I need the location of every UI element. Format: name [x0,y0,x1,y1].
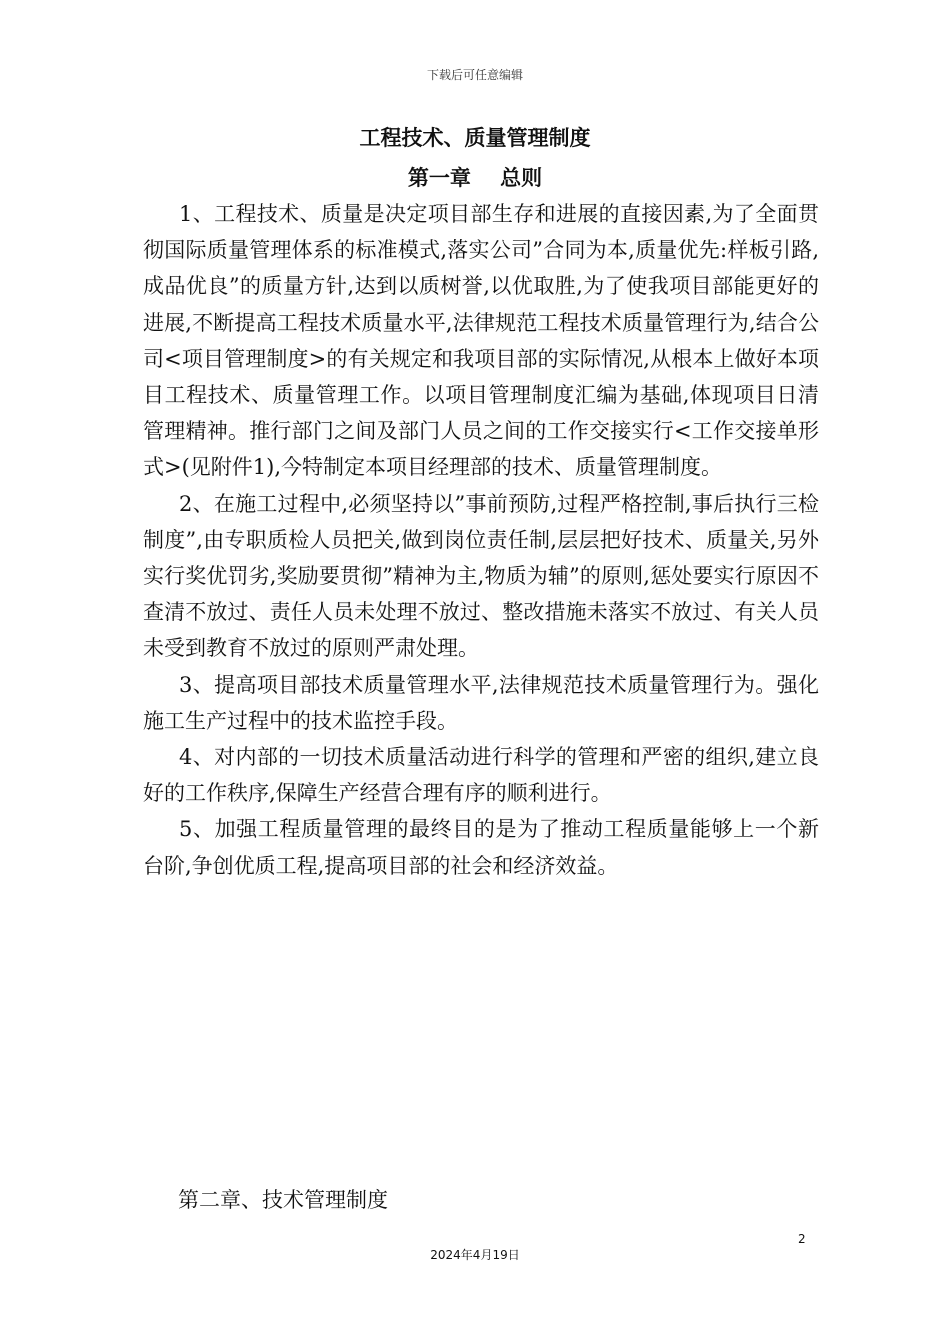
paragraph-4: 4、对内部的一切技术质量活动进行科学的管理和严密的组织,建立良好的工作秩序,保障生产经营合理有序的顺利进行。 [143,745,819,806]
header-note: 下载后可任意编辑 [426,68,523,82]
chapter-2-title: 第二章、技术管理制度 [178,1188,388,1212]
footer-date: 2024年4月19日 [430,1248,520,1262]
chapter-1-title: 第一章 总则 [407,165,543,190]
chapter-1-body [143,196,819,884]
paragraph-1: 1、工程技术、质量是决定项目部生存和进展的直接因素,为了全面贯彻国际质量管理体系的标准模式,落实公司”合同为本,质量优先:样板引路,成品优良”的质量方针,达到以质树誉,以优取胜,为了使我项目部能更好的进展,不断提高工程技术质量水平,法律规范工程技术质量管理行为,结合公司<项目管理制度>的有关规定和我项目部的实际情况,从根本上做好本项目工程技术、质量管理工作。以项目管理制度汇编为基础,体现项目日清管理精神。推行部门之间及部门人员之间的工作交接实行<工作交接单形式>(见附件1),今特制定本项目经理部的技术、质量管理制度。 [143,202,819,480]
paragraph-3: 3、提高项目部技术质量管理水平,法律规范技术质量管理行为。强化施工生产过程中的技术监控手段。 [143,672,819,733]
paragraph-5: 5、加强工程质量管理的最终目的是为了推动工程质量能够上一个新台阶,争创优质工程,提高项目部的社会和经济效益。 [143,817,819,878]
document-title: 工程技术、质量管理制度 [359,125,591,150]
page-number: 2 [798,1232,806,1246]
paragraph-2: 2、在施工过程中,必须坚持以”事前预防,过程严格控制,事后执行三检制度”,由专职质检人员把关,做到岗位责任制,层层把好技术、质量关,另外实行奖优罚劣,奖励要贯彻”精神为主,物质为辅”的原则,惩处要实行原因不查清不放过、责任人员未处理不放过、整改措施未落实不放过、有关人员未受到教育不放过的原则严肃处理。 [143,491,819,661]
